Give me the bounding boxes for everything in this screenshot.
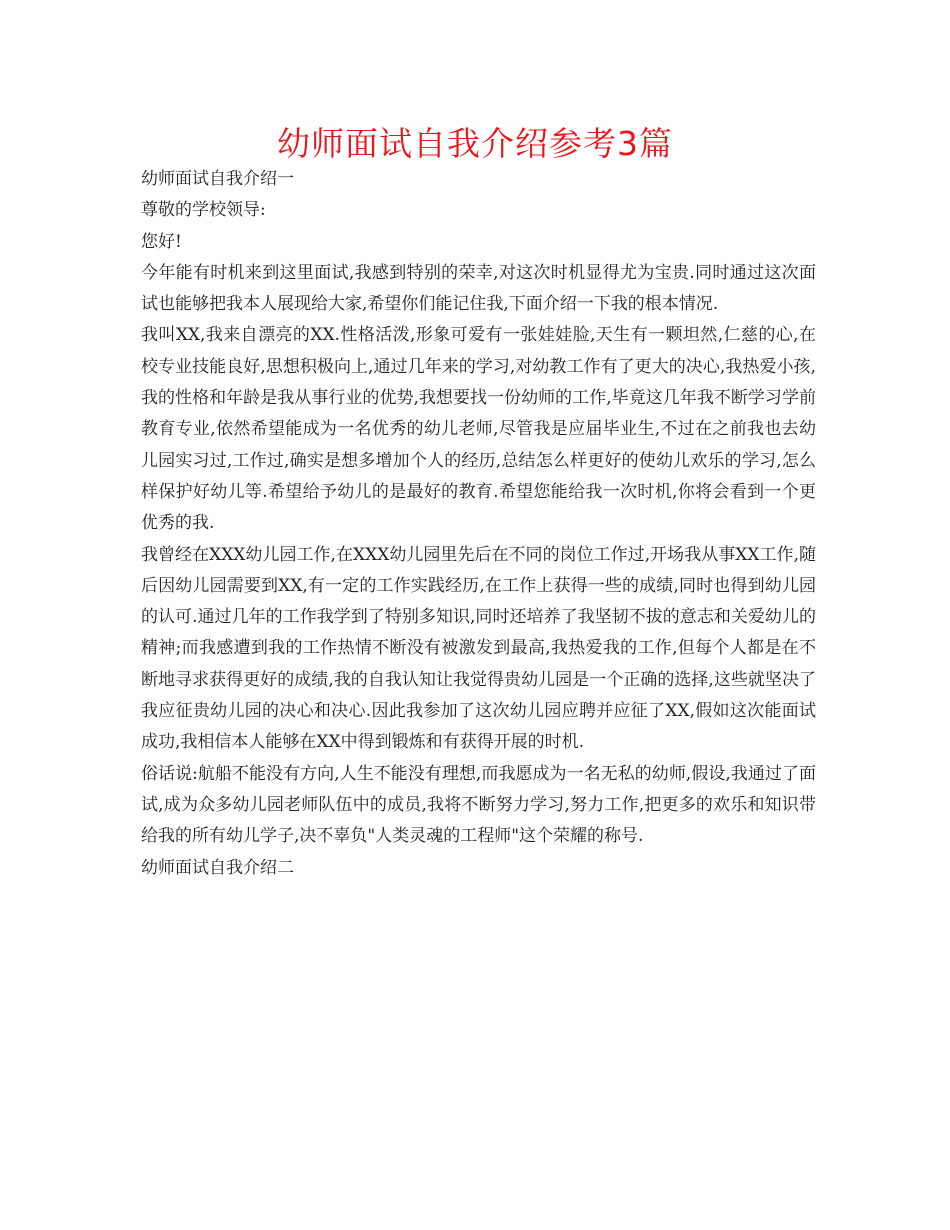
section-heading-two: 幼师面试自我介绍二 (141, 857, 294, 878)
document-title: 幼师面试自我介绍参考3篇 (277, 124, 673, 163)
paragraph-closing: 俗话说:航船不能没有方向,人生不能没有理想,而我愿成为一名无私的幼师,假设,我通过了面试,成为众多幼儿园老师队伍中的成员,我将不断努力学习,努力工作,把更多的欢乐和知识带给我的所有幼儿学子,决不辜负"人类灵魂的工程师"这个荣耀的称号. (141, 763, 816, 847)
salutation: 尊敬的学校领导: (141, 200, 266, 221)
document-body (141, 164, 816, 884)
paragraph-experience: 我曾经在XXX幼儿园工作,在XXX幼儿园里先后在不同的岗位工作过,开场我从事XX工作,随后因幼儿园需要到XX,有一定的工作实践经历,在工作上获得一些的成绩,同时也得到幼儿园的认可.通过几年的工作我学到了特别多知识,同时还培养了我坚韧不拔的意志和关爱幼儿的精神;而我感遭到我的工作热情不断没有被激发到最高,我热爱我的工作,但每个人都是在不断地寻求获得更好的成绩,我的自我认知让我觉得贵幼儿园是一个正确的选择,这些就坚决了我应征贵幼儿园的决心和决心.因此我参加了这次幼儿园应聘并应征了XX,假如这次能面试成功,我相信本人能够在XX中得到锻炼和有获得开展的时机. (141, 544, 816, 753)
paragraph-opening: 今年能有时机来到这里面试,我感到特别的荣幸,对这次时机显得尤为宝贵.同时通过这次面试也能够把我本人展现给大家,希望你们能记住我,下面介绍一下我的根本情况. (141, 262, 816, 315)
paragraph-background: 我叫XX,我来自漂亮的XX.性格活泼,形象可爱有一张娃娃脸,天生有一颗坦然,仁慈的心,在校专业技能良好,思想积极向上,通过几年来的学习,对幼教工作有了更大的决心,我热爱小孩,我的性格和年龄是我从事行业的优势,我想要找一份幼师的工作,毕竟这几年我不断学习学前教育专业,依然希望能成为一名优秀的幼儿老师,尽管我是应届毕业生,不过在之前我也去幼儿园实习过,工作过,确实是想多增加个人的经历,总结怎么样更好的使幼儿欢乐的学习,怎么样保护好幼儿等.希望给予幼儿的是最好的教育.希望您能给我一次时机,你将会看到一个更优秀的我. (141, 325, 816, 534)
greeting: 您好! (141, 231, 182, 252)
section-heading-one: 幼师面试自我介绍一 (141, 169, 294, 189)
